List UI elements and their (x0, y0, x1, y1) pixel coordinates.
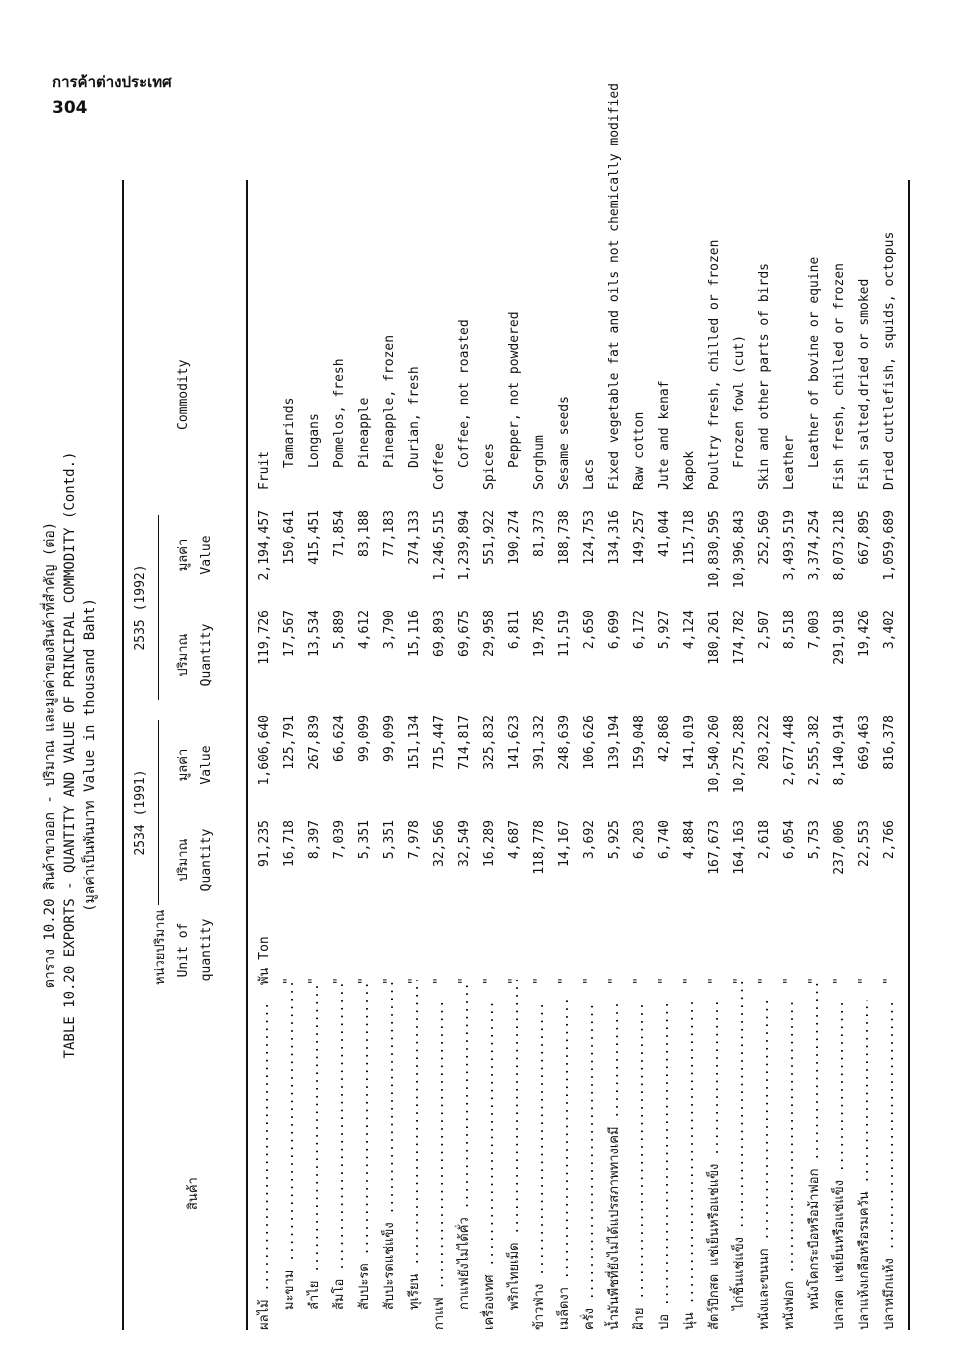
table-row (377, 180, 402, 1330)
quantity-1991-cell: 3,692 (582, 820, 597, 860)
unit-cell: " (832, 977, 847, 985)
commodity-thai-cell: สับปะรดแช่แข็ง ..... (377, 980, 402, 1330)
quantity-1992-cell: 4,612 (357, 610, 372, 650)
table-row (352, 180, 377, 1330)
table-body (252, 83, 902, 1330)
table-row (502, 180, 527, 1330)
quantity-1991-cell: 14,167 (557, 820, 572, 867)
value-1991-cell: 325,832 (482, 715, 497, 770)
commodity-thai-cell: น้ำมันพืชที่ยังไม่ได้แปรสภาพทางเคมี ..... (602, 1000, 627, 1330)
commodity-english-cell: Jute and kenaf (657, 380, 672, 490)
quantity-1992-cell: 17,567 (282, 610, 297, 657)
value-1992-cell: 190,274 (507, 510, 522, 565)
quantity-1991-cell: 5,753 (807, 820, 822, 860)
header-unit-en-2: quantity (199, 918, 214, 982)
value-1992-cell: 3,374,254 (807, 510, 822, 581)
quantity-1991-cell: 6,054 (782, 820, 797, 860)
quantity-1991-cell: 91,235 (257, 820, 272, 867)
table-row (427, 180, 452, 1330)
quantity-1991-cell: 5,351 (357, 820, 372, 860)
table-row (577, 180, 602, 1330)
quantity-1992-cell: 174,782 (732, 610, 747, 665)
table-title-thai: ตาราง 10.20 สินค้าขาออก - ปริมาณ และมูลค่าของสินค้าที่สำคัญ (ต่อ) (42, 521, 58, 989)
value-1991-cell: 10,540,260 (707, 715, 722, 794)
value-1991-cell: 141,019 (682, 715, 697, 770)
header-val-th-1992: มูลค่า (176, 538, 191, 572)
quantity-1991-cell: 6,203 (632, 820, 647, 860)
commodity-english-cell: Fixed vegetable fat and oils not chemically modified (607, 83, 622, 490)
quantity-1992-cell: 6,699 (607, 610, 622, 650)
value-1991-cell: 248,639 (557, 715, 572, 770)
commodity-english-cell: Sesame seeds (557, 396, 572, 490)
value-1992-cell: 1,239,894 (457, 510, 472, 581)
table-row (602, 83, 627, 1330)
commodity-thai-cell: กาแฟ ..... (427, 1000, 452, 1330)
commodity-english-cell: Pineapple, frozen (382, 334, 397, 468)
value-1992-cell: 3,493,519 (782, 510, 797, 581)
commodity-english-cell: Longans (307, 413, 322, 468)
commodity-english-cell: Dried cuttlefish, squids, octopus (882, 231, 897, 490)
value-1991-cell: 42,868 (657, 715, 672, 762)
unit-cell: " (757, 977, 772, 985)
unit-cell: " (457, 977, 472, 985)
value-1992-cell: 134,316 (607, 510, 622, 565)
value-1992-cell: 41,044 (657, 510, 672, 557)
commodity-thai-cell: ข้าวฟ่าง ..... (527, 1000, 552, 1330)
commodity-english-cell: Tamarinds (282, 397, 297, 468)
value-1991-cell: 2,677,448 (782, 715, 797, 786)
quantity-1991-cell: 4,884 (682, 820, 697, 860)
commodity-english-cell: Fruit (257, 450, 272, 490)
commodity-thai-cell: ทุเรียน ..... (402, 980, 427, 1330)
year-1991-rule (158, 720, 159, 905)
quantity-1991-cell: 2,618 (757, 820, 772, 860)
value-1992-cell: 8,073,218 (832, 510, 847, 581)
quantity-1991-cell: 16,718 (282, 820, 297, 867)
commodity-thai-cell: พริกไทยเม็ด ..... (502, 980, 527, 1330)
quantity-1991-cell: 32,566 (432, 820, 447, 867)
commodity-english-cell: Raw cotton (632, 411, 647, 490)
quantity-1992-cell: 69,675 (457, 610, 472, 657)
quantity-1992-cell: 3,790 (382, 610, 397, 650)
quantity-1992-cell: 19,426 (857, 610, 872, 657)
header-year-1991: 2534 (1991) (133, 769, 148, 856)
value-1992-cell: 10,830,595 (707, 510, 722, 589)
table-row (827, 180, 852, 1330)
commodity-thai-cell: ไก่ชิ้นแช่แข็ง ..... (727, 980, 752, 1330)
commodity-english-cell: Fish fresh, chilled or frozen (832, 263, 847, 490)
value-1991-cell: 99,099 (382, 715, 397, 762)
quantity-1992-cell: 180,261 (707, 610, 722, 665)
commodity-english-cell: Frozen fowl (cut) (732, 334, 747, 468)
commodity-thai-cell: มะขาม ..... (277, 980, 302, 1330)
value-1992-cell: 188,738 (557, 510, 572, 565)
quantity-1991-cell: 167,673 (707, 820, 722, 875)
value-1991-cell: 391,332 (532, 715, 547, 770)
value-1991-cell: 714,817 (457, 715, 472, 770)
header-unit-en-1: Unit of (176, 922, 191, 978)
quantity-1991-cell: 7,978 (407, 820, 422, 860)
quantity-1991-cell: 32,549 (457, 820, 472, 867)
page-number: 304 (52, 98, 88, 118)
unit-cell: " (382, 977, 397, 985)
value-1991-cell: 1,606,640 (257, 715, 272, 786)
table-row (752, 180, 777, 1330)
unit-cell: " (532, 977, 547, 985)
value-1991-cell: 141,623 (507, 715, 522, 770)
unit-cell: " (432, 977, 447, 985)
quantity-1992-cell: 4,124 (682, 610, 697, 650)
commodity-thai-cell: หนังและขนนก ..... (752, 1000, 777, 1330)
unit-cell: " (607, 977, 622, 985)
unit-cell: " (407, 977, 422, 985)
quantity-1991-cell: 237,006 (832, 820, 847, 875)
commodity-thai-cell: ปอ ..... (652, 1000, 677, 1330)
value-1992-cell: 115,718 (682, 510, 697, 565)
value-1992-cell: 81,373 (532, 510, 547, 557)
value-1992-cell: 10,396,843 (732, 510, 747, 589)
quantity-1992-cell: 2,650 (582, 610, 597, 650)
value-1991-cell: 151,134 (407, 715, 422, 770)
header-val-th-1991: มูลค่า (176, 748, 191, 782)
unit-cell: " (682, 977, 697, 985)
commodity-thai-cell: สับปะรด ..... (352, 980, 377, 1330)
commodity-thai-cell: หนังฟอก ..... (777, 1000, 802, 1330)
table-row (477, 180, 502, 1330)
value-1992-cell: 252,569 (757, 510, 772, 565)
header-rule (246, 180, 248, 1330)
value-1992-cell: 551,922 (482, 510, 497, 565)
commodity-thai-cell: ปลาแห้งเกลือหรือรมควัน ..... (852, 1000, 877, 1330)
value-1991-cell: 159,048 (632, 715, 647, 770)
commodity-thai-cell: ปลาหมึกแห้ง ..... (877, 1000, 902, 1330)
value-1991-cell: 816,378 (882, 715, 897, 770)
header-qty-en-1991: Quantity (199, 828, 214, 892)
value-1991-cell: 267,839 (307, 715, 322, 770)
unit-cell: " (632, 977, 647, 985)
quantity-1992-cell: 7,003 (807, 610, 822, 650)
table-row (677, 180, 702, 1330)
commodity-english-cell: Pepper, not powdered (507, 311, 522, 468)
quantity-1992-cell: 5,927 (657, 610, 672, 650)
table-row (252, 180, 277, 1330)
quantity-1992-cell: 291,918 (832, 610, 847, 665)
quantity-1991-cell: 22,553 (857, 820, 872, 867)
quantity-1992-cell: 119,726 (257, 610, 272, 665)
commodity-english-cell: Coffee, not roasted (457, 319, 472, 468)
commodity-english-cell: Pomelos, fresh (332, 358, 347, 468)
commodity-english-cell: Pineapple (357, 397, 372, 468)
quantity-1991-cell: 164,163 (732, 820, 747, 875)
value-1992-cell: 415,451 (307, 510, 322, 565)
quantity-1992-cell: 5,889 (332, 610, 347, 650)
table-row (852, 180, 877, 1330)
unit-cell: " (882, 977, 897, 985)
value-1992-cell: 667,895 (857, 510, 872, 565)
table-row (402, 180, 427, 1330)
table-row (277, 180, 302, 1330)
commodity-thai-cell: เครื่องเทศ ..... (477, 1000, 502, 1330)
unit-cell: " (782, 977, 797, 985)
header-year-1992: 2535 (1992) (133, 564, 148, 651)
unit-cell: " (507, 977, 522, 985)
unit-cell: " (807, 977, 822, 985)
value-1991-cell: 66,624 (332, 715, 347, 762)
quantity-1992-cell: 19,785 (532, 610, 547, 657)
unit-cell: " (482, 977, 497, 985)
table-row (777, 180, 802, 1330)
commodity-thai-cell: เมล็ดงา ..... (552, 1000, 577, 1330)
table-row (452, 180, 477, 1330)
quantity-1992-cell: 6,172 (632, 610, 647, 650)
unit-cell: " (557, 977, 572, 985)
header-val-en-1991: Value (199, 745, 214, 785)
commodity-english-cell: Sorghum (532, 435, 547, 490)
quantity-1992-cell: 69,893 (432, 610, 447, 657)
table-row (802, 180, 827, 1330)
value-1992-cell: 149,257 (632, 510, 647, 565)
unit-cell: " (732, 977, 747, 985)
header-qty-th-1991: ปริมาณ (176, 838, 191, 882)
value-1992-cell: 274,133 (407, 510, 422, 565)
unit-cell: " (707, 977, 722, 985)
table-row (627, 180, 652, 1330)
commodity-thai-cell: กาแฟยังไม่ได้คั่ว ..... (452, 980, 477, 1330)
value-1991-cell: 106,626 (582, 715, 597, 770)
value-1991-cell: 8,140,914 (832, 715, 847, 786)
table-row (552, 180, 577, 1330)
commodity-english-cell: Poultry fresh, chilled or frozen (707, 239, 722, 490)
quantity-1991-cell: 118,778 (532, 820, 547, 875)
bottom-rule (908, 180, 910, 1330)
quantity-1992-cell: 13,534 (307, 610, 322, 657)
table-title-english: TABLE 10.20 EXPORTS - QUANTITY AND VALUE OF PRINCIPAL COMMODITY (Contd.) (62, 451, 78, 1059)
quantity-1991-cell: 2,766 (882, 820, 897, 860)
value-1991-cell: 10,275,288 (732, 715, 747, 794)
quantity-1992-cell: 3,402 (882, 610, 897, 650)
commodity-thai-cell: ปลาสด แช่เย็นหรือแช่แข็ง ..... (827, 1000, 852, 1330)
commodity-english-cell: Skin and other parts of birds (757, 263, 772, 490)
value-1991-cell: 125,791 (282, 715, 297, 770)
quantity-1992-cell: 15,116 (407, 610, 422, 657)
commodity-thai-cell: ลำไย ..... (302, 980, 327, 1330)
quantity-1991-cell: 5,925 (607, 820, 622, 860)
value-1992-cell: 77,183 (382, 510, 397, 557)
commodity-english-cell: Coffee (432, 443, 447, 490)
value-1991-cell: 203,222 (757, 715, 772, 770)
commodity-thai-cell: ฝ้าย ..... (627, 1000, 652, 1330)
value-1992-cell: 1,059,689 (882, 510, 897, 581)
quantity-1992-cell: 8,518 (782, 610, 797, 650)
quantity-1992-cell: 29,958 (482, 610, 497, 657)
unit-cell: " (357, 977, 372, 985)
quantity-1991-cell: 8,397 (307, 820, 322, 860)
unit-cell: " (582, 977, 597, 985)
quantity-1992-cell: 11,519 (557, 610, 572, 657)
table-row (327, 180, 352, 1330)
value-1991-cell: 669,463 (857, 715, 872, 770)
quantity-1991-cell: 6,740 (657, 820, 672, 860)
table-row (727, 180, 752, 1330)
value-1991-cell: 99,099 (357, 715, 372, 762)
value-1991-cell: 715,447 (432, 715, 447, 770)
value-1992-cell: 1,246,515 (432, 510, 447, 581)
header-commodity-english: Commodity (176, 359, 191, 430)
table-titles (40, 180, 100, 1330)
commodity-thai-cell: หนังโคกระบือหรือม้าฟอก ..... (802, 980, 827, 1330)
table-row (652, 180, 677, 1330)
header-qty-th-1992: ปริมาณ (176, 633, 191, 677)
value-1991-cell: 2,555,382 (807, 715, 822, 786)
quantity-1991-cell: 4,687 (507, 820, 522, 860)
quantity-1992-cell: 2,507 (757, 610, 772, 650)
unit-cell: " (282, 977, 297, 985)
section-header-thai: การค้าต่างประเทศ (52, 73, 172, 91)
year-1992-rule (158, 515, 159, 700)
value-1992-cell: 150,641 (282, 510, 297, 565)
commodity-english-cell: Lacs (582, 458, 597, 490)
table-row (702, 180, 727, 1330)
table-subtitle: (มูลค่าเป็นพันบาท Value in thousand Baht) (82, 598, 98, 912)
header-unit-thai: หน่วยปริมาณ (153, 909, 168, 985)
quantity-1991-cell: 5,351 (382, 820, 397, 860)
commodity-english-cell: Spices (482, 443, 497, 490)
unit-cell: " (307, 977, 322, 985)
header-val-en-1992: Value (199, 535, 214, 575)
value-1992-cell: 71,854 (332, 510, 347, 557)
unit-cell: " (332, 977, 347, 985)
commodity-english-cell: Durian, fresh (407, 366, 422, 468)
quantity-1991-cell: 7,039 (332, 820, 347, 860)
quantity-1992-cell: 6,811 (507, 610, 522, 650)
commodity-english-cell: Leather (782, 435, 797, 490)
table-row (527, 180, 552, 1330)
commodity-thai-cell: สัตว์ปีกสด แช่เย็นหรือแช่แข็ง ..... (702, 1000, 727, 1330)
commodity-english-cell: Leather of bovine or equine (807, 256, 822, 468)
commodity-english-cell: Kapok (682, 450, 697, 490)
table-row (302, 180, 327, 1330)
value-1991-cell: 139,194 (607, 715, 622, 770)
value-1992-cell: 124,753 (582, 510, 597, 565)
quantity-1991-cell: 16,289 (482, 820, 497, 867)
header-qty-en-1992: Quantity (199, 623, 214, 687)
commodity-thai-cell: ครั่ง ..... (577, 1000, 602, 1330)
commodity-thai-cell: นุ่น ..... (677, 1000, 702, 1330)
value-1992-cell: 2,194,457 (257, 510, 272, 581)
table-row (877, 180, 902, 1330)
value-1992-cell: 83,188 (357, 510, 372, 557)
header-commodity-thai: สินค้า (186, 1177, 201, 1210)
unit-cell: พัน Ton (257, 936, 272, 985)
unit-cell: " (657, 977, 672, 985)
commodity-thai-cell: ผลไม้ ..... (252, 1000, 277, 1330)
commodity-thai-cell: ส้มโอ ..... (327, 980, 352, 1330)
commodity-english-cell: Fish salted,dried or smoked (857, 278, 872, 490)
top-rule (122, 180, 124, 1330)
unit-cell: " (857, 977, 872, 985)
